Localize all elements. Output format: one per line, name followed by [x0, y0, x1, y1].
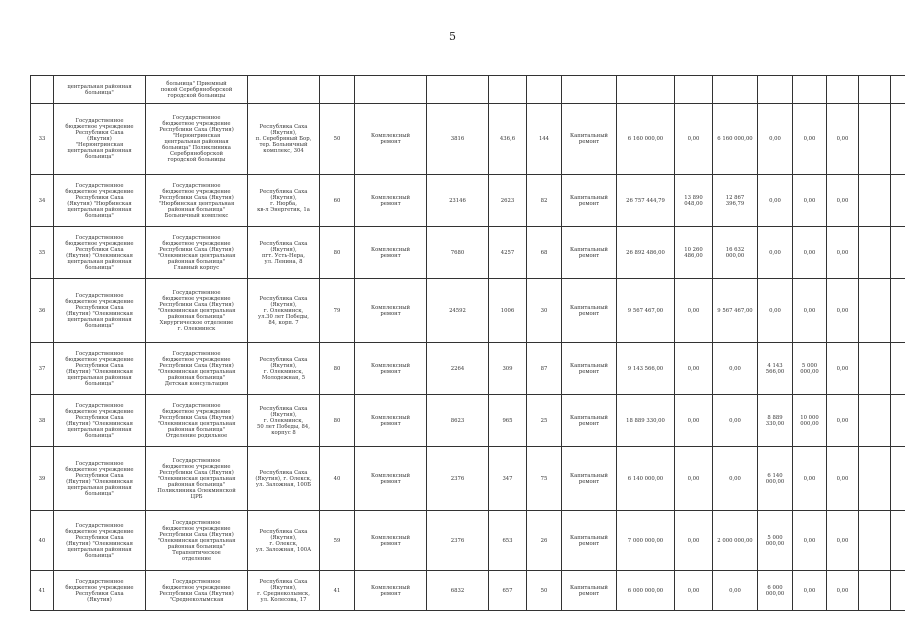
cell-row-number: 33	[31, 104, 54, 175]
cell-work-type: Капитальный ремонт	[562, 447, 617, 511]
cell-extra-col-2	[891, 395, 905, 447]
table-row	[31, 511, 905, 571]
cell-work-type: Капитальный ремонт	[562, 279, 617, 343]
cell-cost-year-1: 0,00	[675, 279, 713, 343]
cell-work-type: Капитальный ремонт	[562, 571, 617, 611]
cell-total-area: 2376	[427, 511, 489, 571]
cell-cost-year-3: 0,00	[758, 175, 793, 227]
cell-extra-col-1	[859, 511, 891, 571]
cell-institution: Государственное бюджетное учреждение Республики Саха (Якутия) "Олекминская центральная районная больница"	[54, 279, 146, 343]
cell-wear-percent: 50	[320, 104, 355, 175]
cell-cost-year-3: 5 000 000,00	[758, 511, 793, 571]
cell-total-cost: 6 160 000,00	[617, 104, 675, 175]
cell-cost-year-5: 0,00	[827, 447, 859, 511]
page-number: 5	[449, 30, 456, 43]
cell-institution: Государственное бюджетное учреждение Республики Саха (Якутия)	[54, 571, 146, 611]
cell-institution: Государственное бюджетное учреждение Республики Саха (Якутия) "Нюрбинская центральная районная больница"	[54, 175, 146, 227]
cell-cost-year-3	[758, 76, 793, 104]
cell-repair-type: Комплексный ремонт	[355, 104, 427, 175]
cell-cost-year-4: 5 000 000,00	[793, 343, 827, 395]
cell-cost-year-2: 0,00	[713, 395, 758, 447]
cell-extra-col-1	[859, 175, 891, 227]
cell-work-type: Капитальный ремонт	[562, 511, 617, 571]
cell-extra-col-2	[891, 104, 905, 175]
cell-cost-year-3: 6 140 000,00	[758, 447, 793, 511]
cell-institution: Государственное бюджетное учреждение Республики Саха (Якутия) "Олекминская центральная районная больница"	[54, 227, 146, 279]
cell-extra-col-1	[859, 76, 891, 104]
cell-row-number: 41	[31, 571, 54, 611]
cell-building-year: 87	[527, 343, 562, 395]
cell-cost-year-1: 0,00	[675, 447, 713, 511]
cell-total-cost	[617, 76, 675, 104]
cell-building-year	[527, 76, 562, 104]
cell-total-area: 3816	[427, 104, 489, 175]
cell-building-year: 68	[527, 227, 562, 279]
cell-address: Республика Саха (Якутия), пгт. Усть-Нера, ул. Ленина, 8	[248, 227, 320, 279]
cell-extra-col-1	[859, 227, 891, 279]
cell-facility: Государственное бюджетное учреждение Республики Саха (Якутия) "Олекминская центральная районная больница" Поликлиника Олекминской ЦРБ	[146, 447, 248, 511]
cell-cost-year-1: 0,00	[675, 395, 713, 447]
cell-cost-year-2: 0,00	[713, 571, 758, 611]
cell-extra-col-2	[891, 279, 905, 343]
cell-facility: Государственное бюджетное учреждение Республики Саха (Якутия) "Среднеколымская	[146, 571, 248, 611]
cell-total-cost: 18 889 330,00	[617, 395, 675, 447]
cell-address: Республика Саха (Якутия), г. Среднеколымск, ул. Колесова, 17	[248, 571, 320, 611]
cell-cost-year-2: 0,00	[713, 343, 758, 395]
cell-cost-year-2: 9 567 467,00	[713, 279, 758, 343]
cell-address: Республика Саха (Якутия), п. Серебряный Бор, тер. Больничный комплекс, 304	[248, 104, 320, 175]
cell-cost-year-4: 10 000 000,00	[793, 395, 827, 447]
cell-facility: больница" Приемный покой Серебряноборской городской больницы	[146, 76, 248, 104]
cell-repair-area	[489, 76, 527, 104]
cell-cost-year-1: 10 260 486,00	[675, 227, 713, 279]
cell-total-cost: 9 567 467,00	[617, 279, 675, 343]
cell-total-area: 2264	[427, 343, 489, 395]
cell-cost-year-5: 0,00	[827, 571, 859, 611]
cell-row-number: 40	[31, 511, 54, 571]
cell-address: Республика Саха (Якутия), г. Олекминск, ул.30 лет Победы, 84, корп. 7	[248, 279, 320, 343]
cell-building-year: 30	[527, 279, 562, 343]
cell-building-year: 26	[527, 511, 562, 571]
cell-cost-year-5: 0,00	[827, 104, 859, 175]
cell-repair-type: Комплексный ремонт	[355, 511, 427, 571]
cell-row-number: 36	[31, 279, 54, 343]
cell-cost-year-5: 0,00	[827, 227, 859, 279]
cell-row-number: 39	[31, 447, 54, 511]
cell-wear-percent: 80	[320, 343, 355, 395]
cell-facility: Государственное бюджетное учреждение Республики Саха (Якутия) "Олекминская центральная районная больница" Отделение родильное	[146, 395, 248, 447]
cell-building-year: 144	[527, 104, 562, 175]
cell-repair-area: 657	[489, 571, 527, 611]
cell-total-cost: 6 140 000,00	[617, 447, 675, 511]
cell-cost-year-5	[827, 76, 859, 104]
cell-row-number: 35	[31, 227, 54, 279]
cell-extra-col-2	[891, 343, 905, 395]
cell-wear-percent: 59	[320, 511, 355, 571]
cell-total-cost: 7 000 000,00	[617, 511, 675, 571]
cell-address	[248, 76, 320, 104]
cell-wear-percent: 41	[320, 571, 355, 611]
cell-cost-year-4: 0,00	[793, 175, 827, 227]
cell-repair-type	[355, 76, 427, 104]
document-table	[30, 75, 905, 611]
cell-total-area: 8623	[427, 395, 489, 447]
cell-cost-year-2: 0,00	[713, 447, 758, 511]
cell-extra-col-1	[859, 447, 891, 511]
cell-cost-year-1: 0,00	[675, 104, 713, 175]
table-row	[31, 447, 905, 511]
cell-work-type: Капитальный ремонт	[562, 395, 617, 447]
cell-facility: Государственное бюджетное учреждение Республики Саха (Якутия) "Нерюнгринская центральная районная больница" Поликлиника Серебряноборской городской больницы	[146, 104, 248, 175]
table-body	[31, 76, 905, 611]
cell-repair-type: Комплексный ремонт	[355, 571, 427, 611]
cell-cost-year-3: 0,00	[758, 279, 793, 343]
cell-repair-area: 2623	[489, 175, 527, 227]
table-row	[31, 104, 905, 175]
cell-cost-year-5: 0,00	[827, 511, 859, 571]
table-row	[31, 343, 905, 395]
cell-facility: Государственное бюджетное учреждение Республики Саха (Якутия) "Олекминская центральная районная больница" Детская консультация	[146, 343, 248, 395]
cell-work-type: Капитальный ремонт	[562, 227, 617, 279]
cell-cost-year-5: 0,00	[827, 279, 859, 343]
cell-repair-type: Комплексный ремонт	[355, 395, 427, 447]
cell-total-cost: 26 757 444,79	[617, 175, 675, 227]
cell-repair-area: 347	[489, 447, 527, 511]
cell-wear-percent: 80	[320, 227, 355, 279]
cell-cost-year-5: 0,00	[827, 343, 859, 395]
cell-address: Республика Саха (Якутия), г. Олекск, ул. Заложная, 100Б	[248, 447, 320, 511]
cell-repair-area: 4257	[489, 227, 527, 279]
cell-work-type: Капитальный ремонт	[562, 343, 617, 395]
cell-address: Республика Саха (Якутия), г. Нюрба, кв-л Энергетик, 1а	[248, 175, 320, 227]
cell-cost-year-4	[793, 76, 827, 104]
cell-total-area: 23146	[427, 175, 489, 227]
cell-work-type	[562, 76, 617, 104]
cell-repair-area: 653	[489, 511, 527, 571]
cell-cost-year-4: 0,00	[793, 227, 827, 279]
cell-cost-year-3: 4 143 566,00	[758, 343, 793, 395]
cell-work-type: Капитальный ремонт	[562, 175, 617, 227]
cell-institution: Государственное бюджетное учреждение Республики Саха (Якутия) "Олекминская центральная районная больница"	[54, 447, 146, 511]
cell-extra-col-2	[891, 447, 905, 511]
cell-repair-type: Комплексный ремонт	[355, 343, 427, 395]
cell-cost-year-2: 6 160 000,00	[713, 104, 758, 175]
cell-cost-year-4: 0,00	[793, 447, 827, 511]
cell-extra-col-1	[859, 395, 891, 447]
cell-cost-year-3: 0,00	[758, 104, 793, 175]
cell-institution: Государственное бюджетное учреждение Республики Саха (Якутия) "Олекминская центральная районная больница"	[54, 511, 146, 571]
cell-extra-col-1	[859, 279, 891, 343]
cell-total-area: 24592	[427, 279, 489, 343]
cell-cost-year-2: 16 632 000,00	[713, 227, 758, 279]
cell-cost-year-2: 2 000 000,00	[713, 511, 758, 571]
cell-wear-percent: 40	[320, 447, 355, 511]
cell-wear-percent: 79	[320, 279, 355, 343]
cell-extra-col-1	[859, 343, 891, 395]
cell-address: Республика Саха (Якутия), г. Олекск, ул. Заложная, 100А	[248, 511, 320, 571]
cell-facility: Государственное бюджетное учреждение Республики Саха (Якутия) "Нюрбинская центральная районная больница" Больничный комплекс	[146, 175, 248, 227]
cell-building-year: 75	[527, 447, 562, 511]
cell-cost-year-4: 0,00	[793, 511, 827, 571]
cell-cost-year-4: 0,00	[793, 279, 827, 343]
table-row	[31, 279, 905, 343]
cell-total-area: 2376	[427, 447, 489, 511]
cell-total-cost: 9 143 566,00	[617, 343, 675, 395]
cell-extra-col-2	[891, 175, 905, 227]
cell-total-area	[427, 76, 489, 104]
cell-facility: Государственное бюджетное учреждение Республики Саха (Якутия) "Олекминская центральная районная больница" Хирургическое отделение г. Олекминск	[146, 279, 248, 343]
cell-extra-col-2	[891, 76, 905, 104]
table-row	[31, 571, 905, 611]
cell-cost-year-3: 6 000 000,00	[758, 571, 793, 611]
cell-total-area: 7680	[427, 227, 489, 279]
cell-address: Республика Саха (Якутия), г. Олекминск, 50 лет Победы, 84, корпус 8	[248, 395, 320, 447]
cell-wear-percent: 60	[320, 175, 355, 227]
cell-building-year: 82	[527, 175, 562, 227]
cell-row-number: 34	[31, 175, 54, 227]
cell-extra-col-1	[859, 104, 891, 175]
table-row	[31, 175, 905, 227]
cell-institution: Государственное бюджетное учреждение Республики Саха (Якутия) "Нерюнгринская центральная районная больница"	[54, 104, 146, 175]
cell-repair-area: 1006	[489, 279, 527, 343]
cell-extra-col-1	[859, 571, 891, 611]
cell-cost-year-4: 0,00	[793, 104, 827, 175]
cell-cost-year-2: 12 867 396,79	[713, 175, 758, 227]
cell-address: Республика Саха (Якутия), г. Олекминск, Молодежная, 5	[248, 343, 320, 395]
cell-cost-year-1: 13 890 048,00	[675, 175, 713, 227]
cell-repair-type: Комплексный ремонт	[355, 447, 427, 511]
cell-building-year: 50	[527, 571, 562, 611]
cell-row-number: 37	[31, 343, 54, 395]
cell-row-number: 38	[31, 395, 54, 447]
cell-work-type: Капитальный ремонт	[562, 104, 617, 175]
cell-facility: Государственное бюджетное учреждение Республики Саха (Якутия) "Олекминская центральная районная больница" Терапевтическое отделение	[146, 511, 248, 571]
cell-repair-type: Комплексный ремонт	[355, 175, 427, 227]
cell-repair-area: 309	[489, 343, 527, 395]
cell-cost-year-1: 0,00	[675, 571, 713, 611]
cell-institution: Государственное бюджетное учреждение Республики Саха (Якутия) "Олекминская центральная районная больница"	[54, 343, 146, 395]
cell-cost-year-5: 0,00	[827, 175, 859, 227]
cell-repair-type: Комплексный ремонт	[355, 227, 427, 279]
cell-extra-col-2	[891, 227, 905, 279]
cell-repair-area: 965	[489, 395, 527, 447]
cell-institution: центральная районная больница"	[54, 76, 146, 104]
cell-total-cost: 6 000 000,00	[617, 571, 675, 611]
cell-total-cost: 26 892 486,00	[617, 227, 675, 279]
cell-extra-col-2	[891, 511, 905, 571]
cell-cost-year-5: 0,00	[827, 395, 859, 447]
cell-total-area: 6832	[427, 571, 489, 611]
cell-cost-year-1: 0,00	[675, 343, 713, 395]
cell-facility: Государственное бюджетное учреждение Республики Саха (Якутия) "Олекминская центральная районная больница" Главный корпус	[146, 227, 248, 279]
cell-repair-type: Комплексный ремонт	[355, 279, 427, 343]
cell-repair-area: 436,6	[489, 104, 527, 175]
cell-row-number	[31, 76, 54, 104]
table-row	[31, 227, 905, 279]
cell-wear-percent	[320, 76, 355, 104]
cell-cost-year-1	[675, 76, 713, 104]
cell-institution: Государственное бюджетное учреждение Республики Саха (Якутия) "Олекминская центральная районная больница"	[54, 395, 146, 447]
cell-cost-year-4: 0,00	[793, 571, 827, 611]
cell-wear-percent: 80	[320, 395, 355, 447]
cell-cost-year-3: 0,00	[758, 227, 793, 279]
cell-cost-year-1: 0,00	[675, 511, 713, 571]
cell-building-year: 25	[527, 395, 562, 447]
table-row	[31, 76, 905, 104]
table-row	[31, 395, 905, 447]
cell-cost-year-3: 8 889 330,00	[758, 395, 793, 447]
cell-extra-col-2	[891, 571, 905, 611]
cell-cost-year-2	[713, 76, 758, 104]
